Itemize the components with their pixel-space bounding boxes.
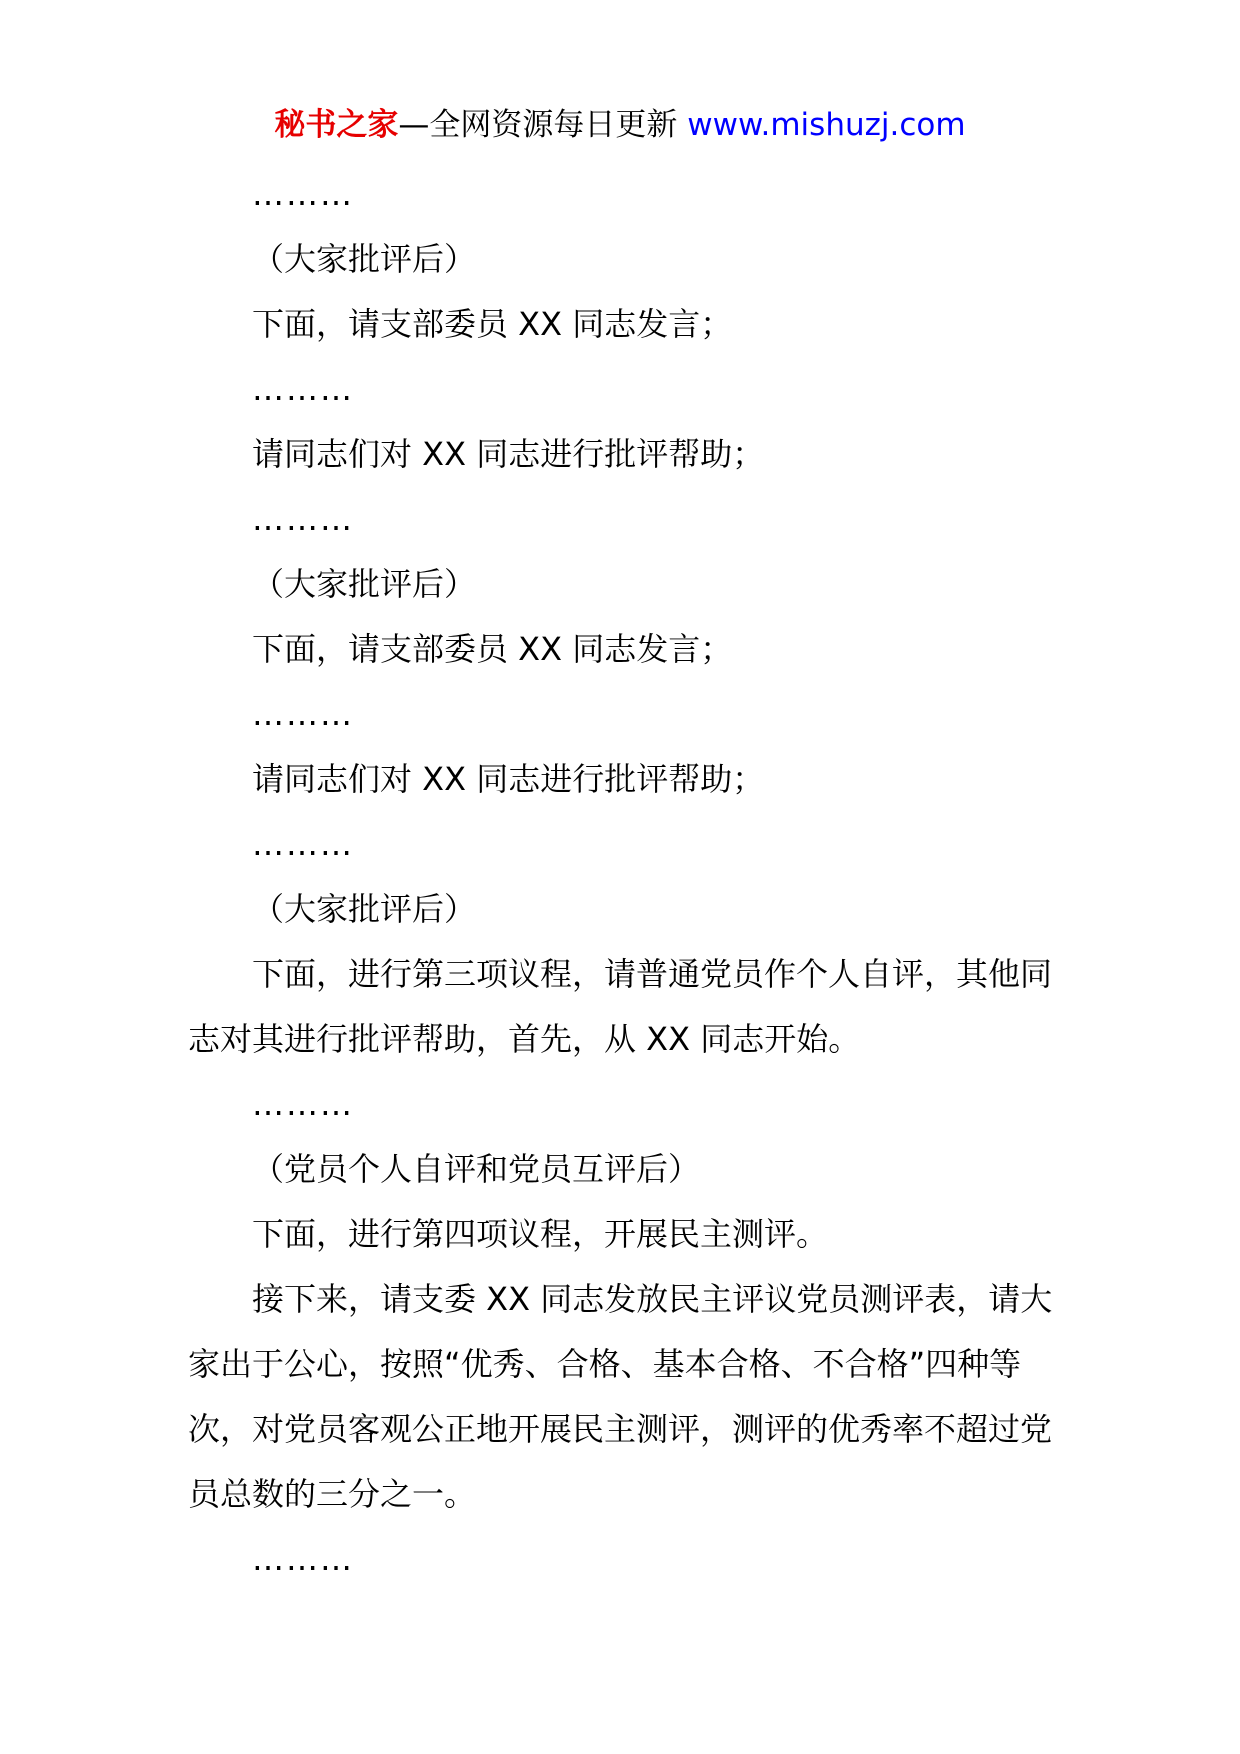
paragraph: （党员个人自评和党员互评后） (252, 1150, 701, 1188)
paragraph: 请同志们对 XX 同志进行批评帮助； (252, 760, 765, 798)
paragraph: （大家批评后） (252, 890, 477, 928)
ellipsis-line: ……… (252, 825, 354, 863)
paragraph: （大家批评后） (252, 240, 477, 278)
ellipsis-line: ……… (252, 1085, 354, 1123)
paragraph: 下面，进行第三项议程，请普通党员作个人自评，其他同志对其进行批评帮助，首先，从 XX 同志开始。 (188, 955, 1053, 1058)
page-header (0, 98, 1240, 152)
ellipsis-line: ……… (252, 175, 354, 213)
paragraph: 下面，请支部委员 XX 同志发言； (252, 305, 733, 343)
paragraph: 接下来，请支委 XX 同志发放民主评议党员测评表，请大家出于公心，按照“优秀、合格、基本合格、不合格”四种等次，对党员客观公正地开展民主测评，测评的优秀率不超过党员总数的三分之一。 (188, 1280, 1053, 1513)
ellipsis-line: ……… (252, 500, 354, 538)
ellipsis-line: ……… (252, 1540, 354, 1578)
header-url-link[interactable]: www.mishuzj.com (687, 107, 966, 143)
paragraph: 下面，进行第四项议程，开展民主测评。 (252, 1215, 829, 1253)
document-body (188, 162, 1058, 1592)
paragraph: 下面，请支部委员 XX 同志发言； (252, 630, 733, 668)
ellipsis-line: ……… (252, 695, 354, 733)
header-slogan: —全网资源每日更新 (398, 107, 688, 143)
paragraph: 请同志们对 XX 同志进行批评帮助； (252, 435, 765, 473)
paragraph: （大家批评后） (252, 565, 477, 603)
header-brand: 秘书之家 (274, 107, 399, 143)
ellipsis-line: ……… (252, 370, 354, 408)
